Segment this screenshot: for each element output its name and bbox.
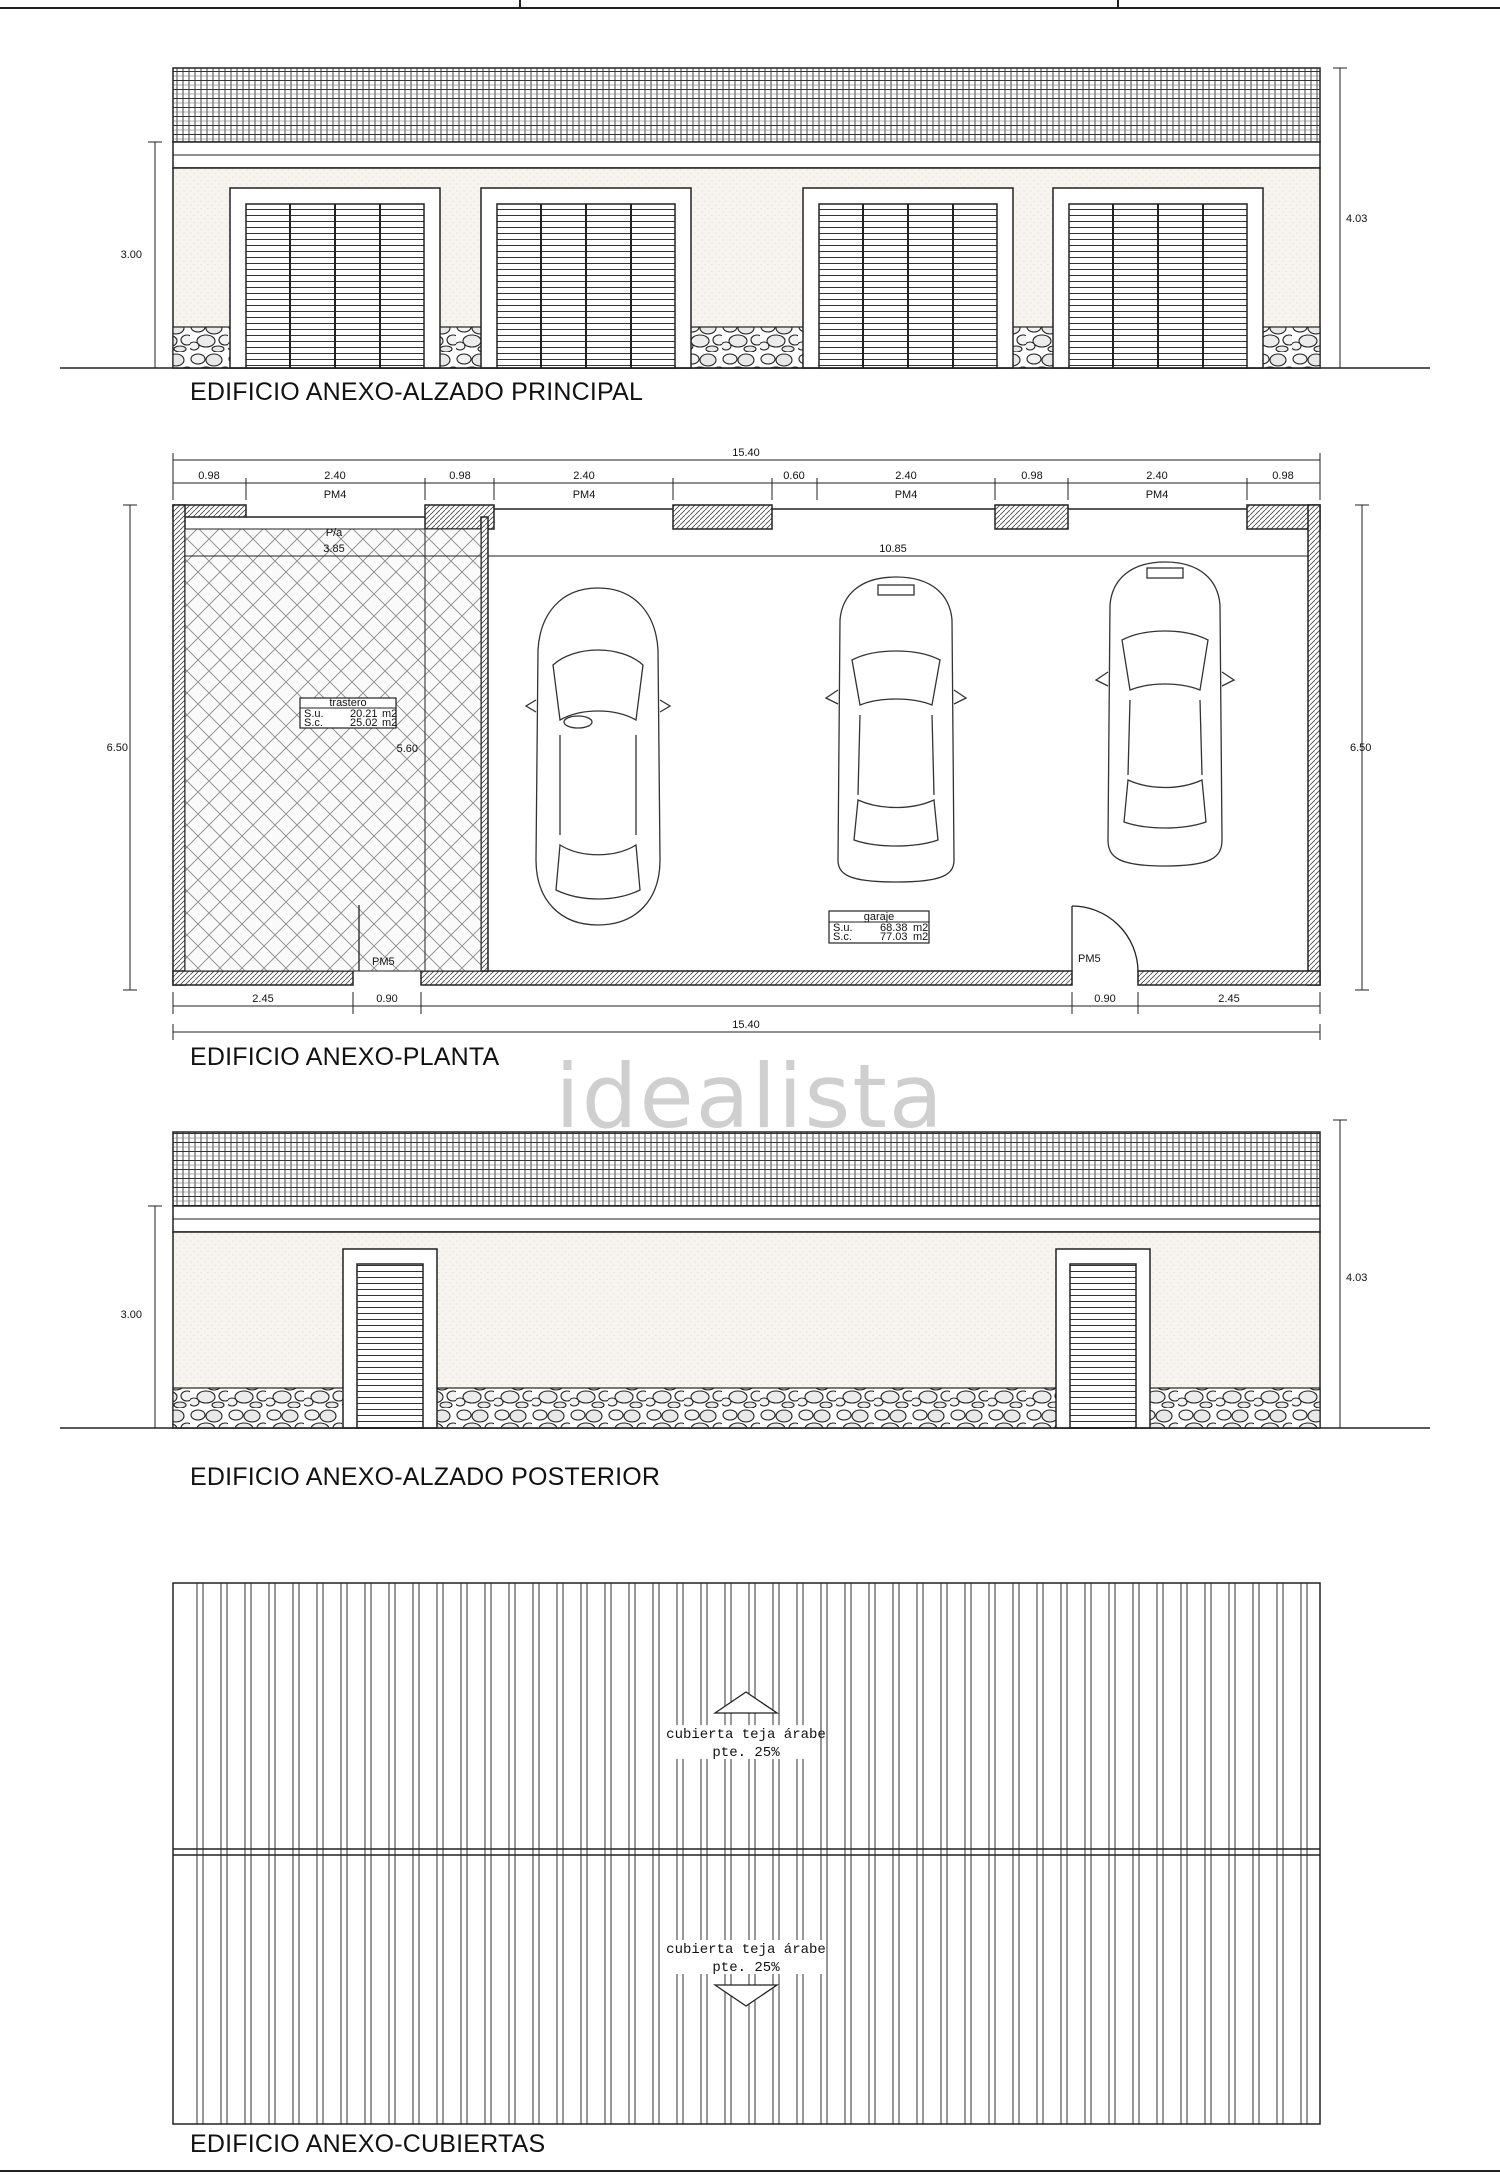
storage-width: 3.85: [323, 543, 345, 555]
storage-row2-value: 25.02: [350, 717, 378, 729]
door-label-top-4: PM4: [1145, 489, 1169, 501]
door-label-top-3: PM4: [894, 489, 918, 501]
garage-width: 10.85: [879, 543, 907, 555]
front-door-4: [1053, 188, 1263, 368]
storage-room: [185, 529, 481, 971]
roof-outline: [173, 1583, 1320, 2124]
front-height-right: 4.03: [1346, 213, 1368, 225]
front-roof-tiles: [173, 68, 1320, 142]
plan-seg-top-1: 0.98: [198, 470, 220, 482]
garage-label-box: [829, 911, 929, 943]
garage-name: garaje: [863, 911, 895, 923]
door-label-bottom-2: PM5: [1078, 953, 1101, 965]
storage-depth: 5.60: [396, 743, 418, 755]
storage-name: trastero: [329, 697, 367, 709]
rear-door-1: [343, 1249, 437, 1428]
storage-label-box: [300, 697, 397, 729]
door-label-bottom-1: PM5: [372, 956, 395, 968]
car-2: [826, 577, 966, 882]
floor-plan: [107, 447, 1372, 1040]
title-front-elevation: EDIFICIO ANEXO-ALZADO PRINCIPAL: [190, 378, 644, 406]
roof-lower-label-2: pte. 25%: [712, 1960, 780, 1976]
storage-row1-label: S.u.: [304, 708, 324, 720]
front-door-2: [481, 188, 691, 368]
storage-row1-unit: m2: [382, 708, 398, 720]
plan-seg-top-7: 0.98: [1021, 470, 1043, 482]
bottom-seg-1: 2.45: [252, 993, 274, 1005]
depth-right: 6.50: [1350, 742, 1372, 754]
roof-lower-label-1: cubierta teja árabe: [666, 1942, 826, 1958]
garage-row2-label: S.c.: [833, 931, 852, 943]
plan-seg-top-4: 2.40: [573, 470, 595, 482]
garage-row2-value: 77.03: [880, 931, 908, 943]
garage-row1-value: 68.38: [880, 922, 908, 934]
title-rear-elevation: EDIFICIO ANEXO-ALZADO POSTERIOR: [190, 1463, 661, 1491]
idealista-watermark: idealista: [555, 1045, 945, 1148]
storage-row1-value: 20.21: [350, 708, 378, 720]
door-label-top-1: PM4: [323, 489, 347, 501]
plan-seg-top-2: 2.40: [324, 470, 346, 482]
depth-left: 6.50: [106, 742, 128, 754]
rear-elevation: [60, 1120, 1430, 1428]
plan-overall-top: 15.40: [732, 447, 760, 459]
front-door-1: [230, 188, 440, 368]
bottom-seg-2: 0.90: [376, 993, 398, 1005]
front-height-left: 3.00: [120, 249, 142, 261]
plan-seg-top-8: 2.40: [1146, 470, 1168, 482]
rear-door-2: [1056, 1249, 1150, 1428]
rear-height-left: 3.00: [120, 1309, 142, 1321]
front-door-3: [803, 188, 1013, 368]
pv-label: P/a: [325, 527, 343, 539]
plan-bottom-dims: [173, 992, 1320, 1040]
door-label-top-2: PM4: [572, 489, 596, 501]
car-1: [526, 588, 670, 925]
plan-seg-top-9: 0.98: [1272, 470, 1294, 482]
rear-height-right: 4.03: [1346, 1272, 1368, 1284]
garage-row2-unit: m2: [913, 931, 929, 943]
garage-row1-unit: m2: [913, 922, 929, 934]
bottom-seg-4: 2.45: [1218, 993, 1240, 1005]
roof-upper-label-2: pte. 25%: [712, 1745, 780, 1761]
roof-upper-label-1: cubierta teja árabe: [666, 1727, 826, 1743]
garage-row1-label: S.u.: [833, 922, 853, 934]
title-floor-plan: EDIFICIO ANEXO-PLANTA: [190, 1043, 500, 1071]
title-roof-plan: EDIFICIO ANEXO-CUBIERTAS: [190, 2130, 546, 2158]
storage-row2-unit: m2: [382, 717, 398, 729]
plan-seg-top-6: 2.40: [895, 470, 917, 482]
plan-seg-top-3: 0.98: [449, 470, 471, 482]
bottom-seg-3: 0.90: [1094, 993, 1116, 1005]
plan-overall-bottom: 15.40: [732, 1019, 760, 1031]
plan-seg-top-5: 0.60: [783, 470, 805, 482]
roof-plan: [173, 1583, 1320, 2124]
car-3: [1096, 562, 1234, 866]
front-elevation: [60, 68, 1430, 368]
storage-row2-label: S.c.: [304, 717, 323, 729]
